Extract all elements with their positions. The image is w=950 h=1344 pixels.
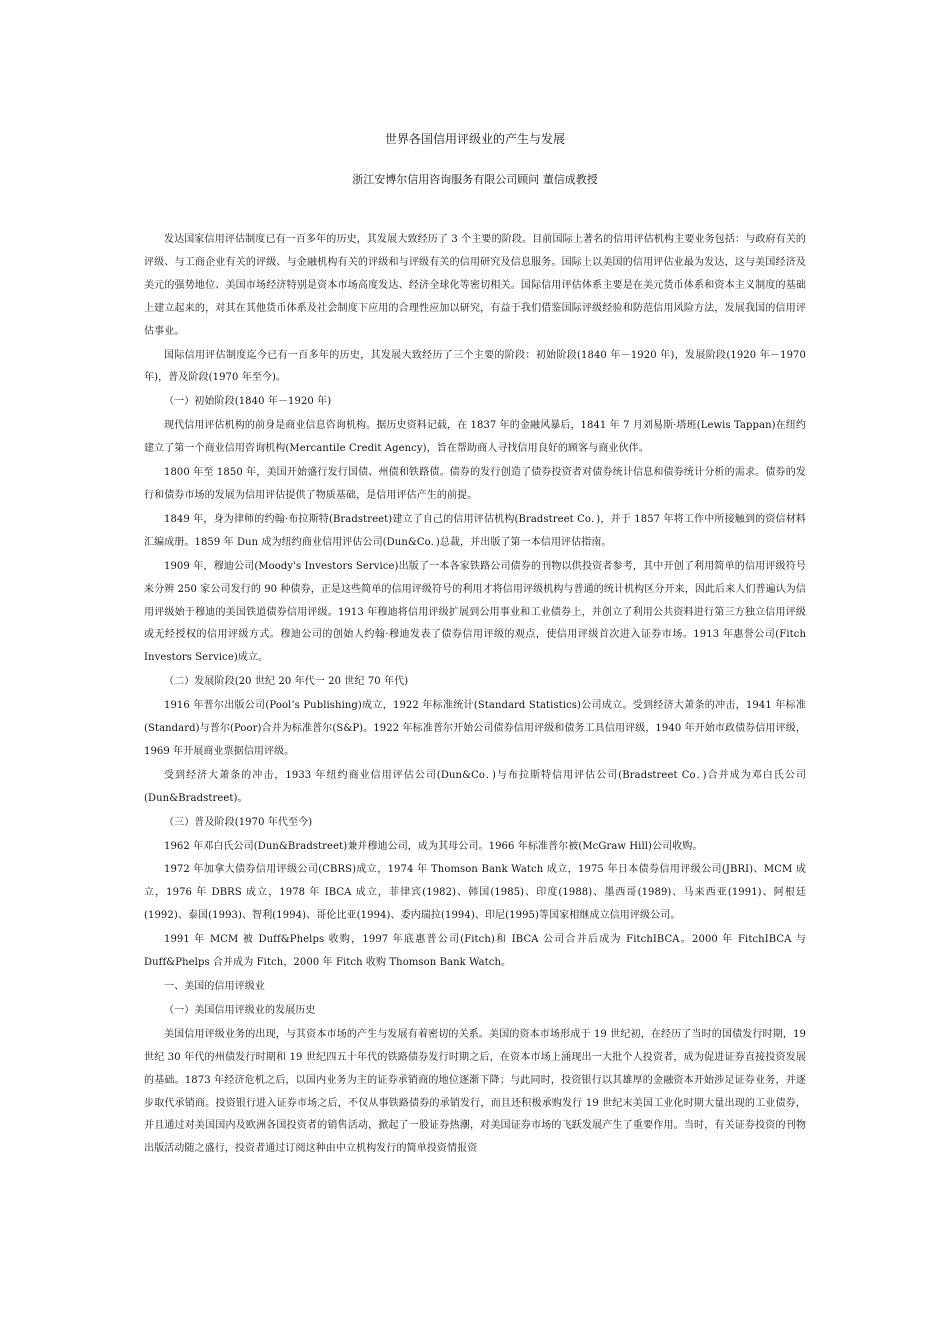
paragraph: 美国信用评级业务的出现，与其资本市场的产生与发展有着密切的关系。美国的资本市场形成于 19 世纪初，在经历了当时的国债发行时期，19 世纪 30 年代的州债发行时期和 19 世纪四五十年代的铁路债券发行时期之后，在资本市场上涌现出一大批个人投资者，成为促进证券直接投资发展的基础。1873 年经济危机之后，以国内业务为主的证券承销商的地位逐渐下降；与此同时，投资银行以其雄厚的金融资本开始涉足证券业务，并逐步取代承销商。投资银行进入证券市场之后，不仅从事铁路债券的承销发行，而且还积极承购发行 19 世纪末美国工业化时期大量出现的工业债券，并且通过对美国国内及欧洲各国投资者的销售活动，掀起了一股证券热潮，对美国证券市场的飞跃发展产生了重要作用。当时，有关证券投资的刊物出版活动随之盛行，投资者通过订阅这种由中立机构发行的简单投资情报资 (144, 1028, 806, 1155)
section-heading: （一）美国信用评级业的发展历史 (164, 1004, 316, 1016)
paragraph: 现代信用评估机构的前身是商业信息咨询机构。据历史资料记载，在 1837 年的金融风暴后，1841 年 7 月刘易斯·塔班(Lewis Tappan)在纽约建立了第一个商业信用咨询机构(Mercantile Credit Agency)，旨在帮助商人寻找信用良好的顾客与商业伙伴。 (144, 420, 806, 455)
section-heading: 一、美国的信用评级业 (164, 981, 265, 992)
paragraph: 发达国家信用评估制度已有一百多年的历史，其发展大致经历了 3 个主要的阶段。目前国际上著名的信用评估机构主要业务包括：与政府有关的评级、与工商企业有关的评级、与金融机构有关的评级和与评级有关的信用研究及信息服务。国际上以美国的信用评估业最为发达，这与美国经济及美元的强势地位、美国市场经济特别是资本市场高度发达、经济全球化等密切相关。国际信用评估体系主要是在美元货币体系和资本主义制度的基础上建立起来的，对其在其他货币体系及社会制度下应用的合理性应加以研究，有益于我们借鉴国际评级经验和防范信用风险方法，发展我国的信用评估事业。 (144, 234, 806, 337)
paragraph: 1800 年至 1850 年，美国开始盛行发行国债、州债和铁路债。债券的发行创造了债券投资者对债券统计信息和债券统计分析的需求。债券的发行和债券市场的发展为信用评估提供了物质基础，是信用评估产生的前提。 (144, 467, 806, 501)
paragraph: 国际信用评估制度迄今已有一百多年的历史，其发展大致经历了三个主要的阶段：初始阶段(1840 年－1920 年)，发展阶段(1920 年－1970 年)，普及阶段(1970 年至今)。 (144, 349, 806, 384)
paragraph: 1991 年 MCM 被 Duff&Phelps 收购，1997 年底惠普公司(Fitch)和 IBCA 公司合并后成为 FitchIBCA。2000 年 FitchIBCA 与 Duff&Phelps 合并成为 Fitch，2000 年 Fitch 收购 Thomson Bank Watch。 (144, 934, 806, 969)
paragraph: 1909 年，穆迪公司(Moody's Investors Service)出版了一本各家铁路公司债券的刊物以供投资者参考，其中开创了利用简单的信用评级符号来分辨 250 家公司发行的 90 种债券，正是这些简单的信用评级符号的利用才将信用评级机构与普通的统计机构区分开来，因此后来人们普遍认为信用评级始于穆迪的美国铁道债券信用评级。1913 年穆迪将信用评级扩展到公用事业和工业债券上，并创立了利用公共资料进行第三方独立信用评级或无经授权的信用评级方式。穆迪公司的创始人约翰·穆迪发表了债券信用评级的观点，使信用评级首次进入证券市场。1913 年惠誉公司(Fitch Investors Service)成立。 (144, 560, 806, 664)
paragraph: 受到经济大萧条的冲击，1933 年纽约商业信用评估公司(Dun&Co．)与布拉斯特信用评估公司(Bradstreet Co．)合并成为邓白氏公司(Dun&Bradstreet)。 (144, 769, 806, 804)
paragraph: 1849 年，身为律师的约翰·布拉斯特(Bradstreet)建立了自己的信用评估机构(Bradstreet Co．)，并于 1857 年将工作中所接触到的资信材料汇编成册。1859 年 Dun 成为纽约商业信用评估公司(Dun&Co．)总裁，并出版了第一本信用评估指南。 (144, 513, 806, 548)
section-heading: （三）普及阶段(1970 年代至今) (164, 816, 313, 828)
section-heading: （二）发展阶段(20 世纪 20 年代一 20 世纪 70 年代) (164, 676, 409, 688)
document-author: 浙江安博尔信用咨询服务有限公司顾问 董信成教授 (352, 173, 598, 186)
paragraph: 1972 年加拿大债券信用评级公司(CBRS)成立，1974 年 Thomson Bank Watch 成立，1975 年日本债券信用评级公司(JBRI)、MCM 成立，1976 年 DBRS 成立，1978 年 IBCA 成立，菲律宾(1982)、韩国(1985)、印度(1988)、墨西哥(1989)、马来西亚(1991)、阿根廷(1992)、泰国(1993)、智利(1994)、哥伦比亚(1994)、委内瑞拉(1994)、印尼(1995)等国家相继成立信用评级公司。 (144, 864, 806, 922)
paragraph: 1962 年邓白氏公司(Dun&Bradstreet)兼并穆迪公司，成为其母公司。1966 年标准普尔被(McGraw Hill)公司收购。 (164, 840, 703, 852)
section-heading: （一）初始阶段(1840 年－1920 年) (164, 396, 332, 408)
paragraph: 1916 年普尔出版公司(Pool’s Publishing)成立，1922 年标准统计(Standard Statistics)公司成立。受到经济大萧条的冲击，1941 年标准(Standard)与普尔(Poor)合并为标准普尔(S&P)。1922 年标准普尔开始公司债券信用评级和债务工具信用评级，1940 年开始市政债券信用评级，1969 年开展商业票据信用评级。 (144, 700, 806, 757)
document-body (144, 229, 806, 1162)
document-title: 世界各国信用评级业的产生与发展 (384, 132, 565, 146)
